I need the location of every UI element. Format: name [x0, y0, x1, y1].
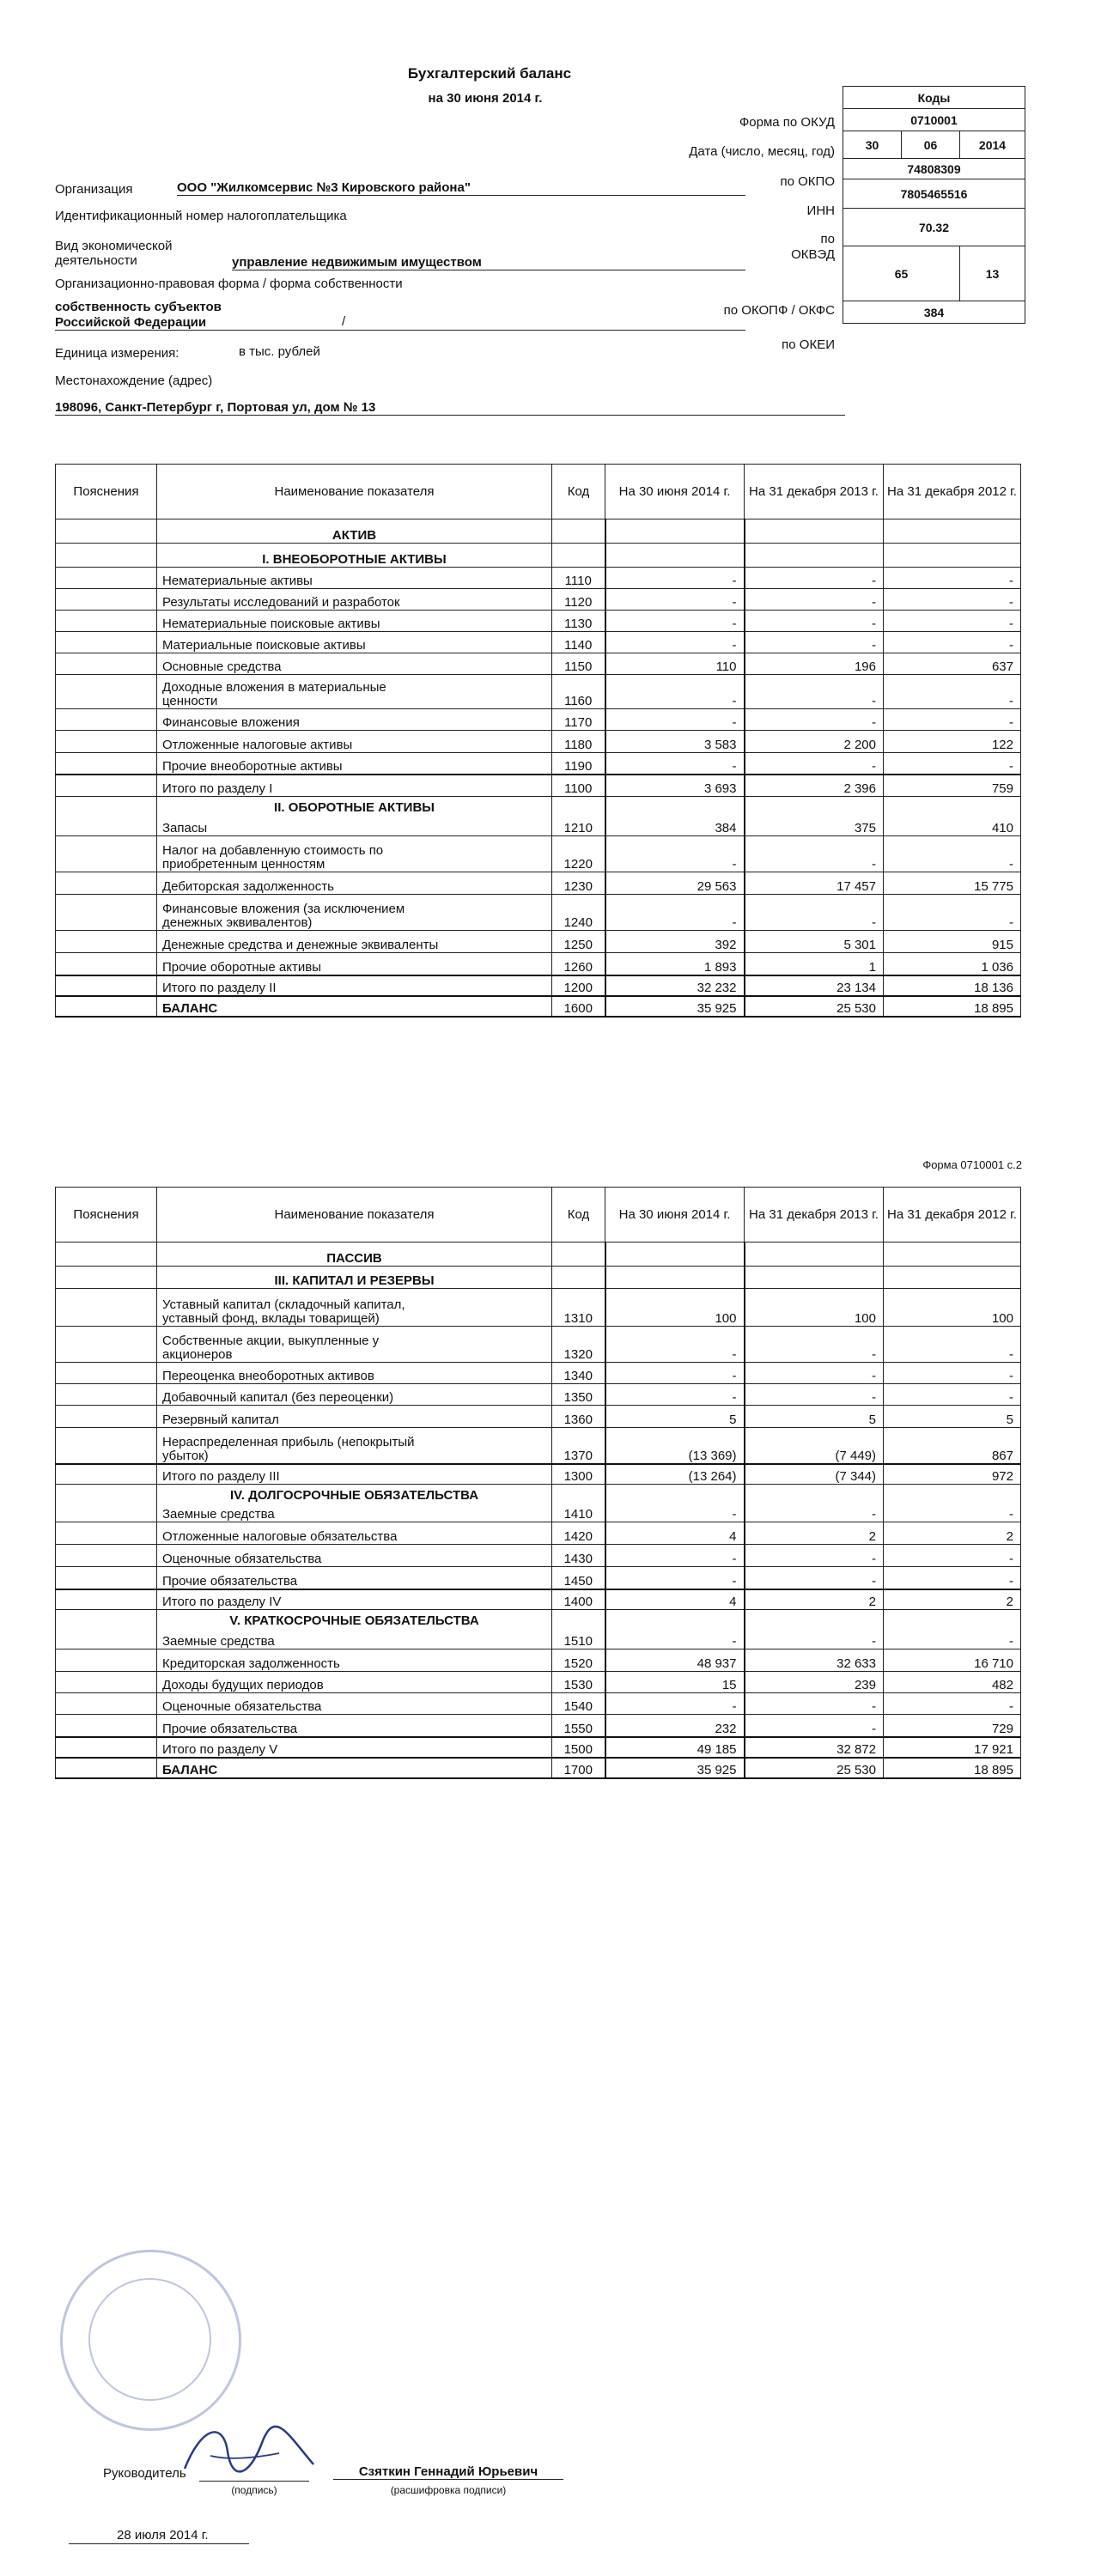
liabilities-table — [55, 1187, 1021, 1779]
inn-label-line: Идентификационный номер налогоплательщика — [55, 209, 347, 223]
col-code: Код — [552, 465, 605, 519]
legal-form-slash: / — [342, 314, 346, 329]
col-code: Код — [552, 1188, 605, 1242]
section-3-title: III. КАПИТАЛ И РЕЗЕРВЫ — [157, 1267, 552, 1289]
section-4-title: IV. ДОЛГОСРОЧНЫЕ ОБЯЗАТЕЛЬСТВА — [229, 1488, 479, 1503]
address-value: 198096, Санкт-Петербург г, Портовая ул, дом № 13 — [55, 400, 845, 416]
table-row: Оценочные обязательства 1430 - - - — [56, 1545, 1021, 1567]
col-name: Наименование показателя — [157, 465, 552, 519]
section-2-title: II. ОБОРОТНЫЕ АКТИВЫ — [274, 800, 435, 815]
table-row: Нематериальные поисковые активы 1130 - - - — [56, 611, 1021, 632]
table-row: Переоценка внеоборотных активов 1340 - - - — [56, 1363, 1021, 1384]
col-2013: На 31 декабря 2013 г. — [745, 1188, 884, 1242]
table-row: Налог на добавленную стоимость по приобретенным ценностям 1220 - - - — [56, 836, 1021, 872]
col-2014: На 30 июня 2014 г. — [605, 465, 745, 519]
org-label: Организация — [55, 182, 133, 197]
col-2014: На 30 июня 2014 г. — [605, 1188, 745, 1242]
table-row: Итого по разделу IV 1400 4 2 2 — [56, 1589, 1021, 1610]
unit-label: Единица измерения: — [55, 346, 179, 361]
table-row: Доходные вложения в материальные ценности 1160 - - - — [56, 675, 1021, 709]
section-1-title: I. ВНЕОБОРОТНЫЕ АКТИВЫ — [157, 544, 552, 568]
table-row: Доходы будущих периодов 1530 15 239 482 — [56, 1672, 1021, 1693]
inn-value: 7805465516 — [843, 179, 1025, 209]
doc-date-line: на 30 июня 2014 г. — [428, 91, 543, 106]
table-row: Нераспределенная прибыль (непокрытый убыток) 1370 (13 369) (7 449) 867 — [56, 1428, 1021, 1464]
address-label: Местонахождение (адрес) — [55, 374, 213, 388]
org-name: ООО "Жилкомсервис №3 Кировского района" — [177, 180, 745, 196]
table-row: Прочие оборотные активы 1260 1 893 1 1 036 — [56, 953, 1021, 975]
section-5-title: V. КРАТКОСРОЧНЫЕ ОБЯЗАТЕЛЬСТВА — [229, 1613, 479, 1628]
activity-label-2: деятельности — [55, 253, 137, 268]
table-row: Резервный капитал 1360 5 5 5 — [56, 1406, 1021, 1428]
activity-label-1: Вид экономической — [55, 239, 173, 253]
table-row: Кредиторская задолженность 1520 48 937 32 633 16 710 — [56, 1649, 1021, 1672]
table-row: Финансовые вложения (за исключением денежных эквивалентов) 1240 - - - — [56, 895, 1021, 931]
table-row: Отложенные налоговые активы 1180 3 583 2 200 122 — [56, 731, 1021, 753]
page2-form-label: Форма 0710001 с.2 — [922, 1158, 1022, 1171]
inn-label: ИНН — [806, 204, 835, 218]
col-2013: На 31 декабря 2013 г. — [745, 465, 884, 519]
table-row: Финансовые вложения 1170 - - - — [56, 709, 1021, 731]
okei-label: по ОКЕИ — [782, 337, 835, 352]
okpo-value: 74808309 — [843, 159, 1025, 179]
col-notes: Пояснения — [56, 465, 157, 519]
okud-label: Форма по ОКУД — [739, 115, 835, 130]
table-row: Отложенные налоговые обязательства 1420 4 2 2 — [56, 1522, 1021, 1545]
doc-title: Бухгалтерский баланс — [407, 65, 572, 82]
table-row: Нематериальные активы 1110 - - - — [56, 568, 1021, 589]
okei-value: 384 — [843, 301, 1025, 324]
table-row: Итого по разделу II 1200 32 232 23 134 18 136 — [56, 975, 1021, 996]
okved-label-1: по — [820, 232, 835, 246]
table-row: БАЛАНС 1600 35 925 25 530 18 895 — [56, 996, 1021, 1017]
table-row: Добавочный капитал (без переоценки) 1350 - - - — [56, 1384, 1021, 1406]
okpo-label: по ОКПО — [780, 174, 835, 189]
okved-value: 70.32 — [843, 209, 1025, 246]
okopf-label: по ОКОПФ / ОКФС — [723, 303, 835, 318]
date-line — [69, 2543, 249, 2544]
table-row: Результаты исследований и разработок 1120 - - - — [56, 589, 1021, 611]
table-row: Итого по разделу I 1100 3 693 2 396 759 — [56, 775, 1021, 797]
table-row: Основные средства 1150 110 196 637 — [56, 653, 1021, 675]
table-row: Оценочные обязательства 1540 - - - — [56, 1693, 1021, 1715]
signature-line — [199, 2481, 309, 2482]
okved-label-2: ОКВЭД — [791, 247, 835, 262]
head-name: Сзяткин Геннадий Юрьевич — [333, 2464, 563, 2480]
codes-box — [843, 86, 1025, 324]
table-row: Прочие обязательства 1450 - - - — [56, 1567, 1021, 1589]
legal-form-1: собственность субъектов — [55, 300, 222, 314]
name-caption: (расшифровка подписи) — [390, 2484, 507, 2496]
col-name: Наименование показателя — [157, 1188, 552, 1242]
okfs-value: 13 — [960, 246, 1025, 301]
activity-value: управление недвижимым имуществом — [232, 255, 745, 270]
assets-table — [55, 464, 1021, 1018]
table-row: Дебиторская задолженность 1230 29 563 17 457 15 775 — [56, 872, 1021, 895]
signing-date: 28 июля 2014 г. — [117, 2528, 209, 2543]
codes-label: Коды — [843, 87, 1025, 109]
legal-form-2: Российской Федерации — [55, 315, 745, 331]
unit-value: в тыс. рублей — [239, 344, 320, 359]
handwritten-signature — [176, 2417, 322, 2486]
table-row: Итого по разделу III 1300 (13 264) (7 344) 972 — [56, 1464, 1021, 1485]
liabilities-heading: ПАССИВ — [157, 1242, 552, 1267]
date-year: 2014 — [960, 131, 1025, 159]
table-row: Уставный капитал (складочный капитал, уставный фонд, вклады товарищей) 1310 100 100 100 — [56, 1289, 1021, 1327]
table-row: Итого по разделу V 1500 49 185 32 872 17 921 — [56, 1737, 1021, 1758]
table-row: Прочие внеоборотные активы 1190 - - - — [56, 753, 1021, 775]
table-row: БАЛАНС 1700 35 925 25 530 18 895 — [56, 1758, 1021, 1778]
okopf-value: 65 — [843, 246, 960, 301]
signature-caption: (подпись) — [231, 2484, 277, 2496]
okud-value: 0710001 — [843, 109, 1025, 131]
company-seal — [60, 2250, 241, 2431]
table-row: V. КРАТКОСРОЧНЫЕ ОБЯЗАТЕЛЬСТВА Заемные средства 1510 - - - — [56, 1610, 1021, 1649]
table-row: Денежные средства и денежные эквиваленты 1250 392 5 301 915 — [56, 931, 1021, 953]
col-2012: На 31 декабря 2012 г. — [884, 1188, 1021, 1242]
table-row: II. ОБОРОТНЫЕ АКТИВЫ Запасы 1210 384 375 410 — [56, 797, 1021, 836]
assets-heading: АКТИВ — [157, 519, 552, 544]
head-label: Руководитель — [103, 2466, 186, 2481]
table-row: IV. ДОЛГОСРОЧНЫЕ ОБЯЗАТЕЛЬСТВА Заемные средства 1410 - - - — [56, 1485, 1021, 1522]
table-row: Материальные поисковые активы 1140 - - - — [56, 632, 1021, 653]
date-label: Дата (число, месяц, год) — [689, 144, 835, 159]
date-month: 06 — [902, 131, 960, 159]
col-notes: Пояснения — [56, 1188, 157, 1242]
col-2012: На 31 декабря 2012 г. — [884, 465, 1021, 519]
table-row: Собственные акции, выкупленные у акционеров 1320 - - - — [56, 1327, 1021, 1363]
legal-form-label: Организационно-правовая форма / форма собственности — [55, 276, 403, 291]
date-day: 30 — [843, 131, 902, 159]
table-row: Прочие обязательства 1550 232 - 729 — [56, 1715, 1021, 1737]
